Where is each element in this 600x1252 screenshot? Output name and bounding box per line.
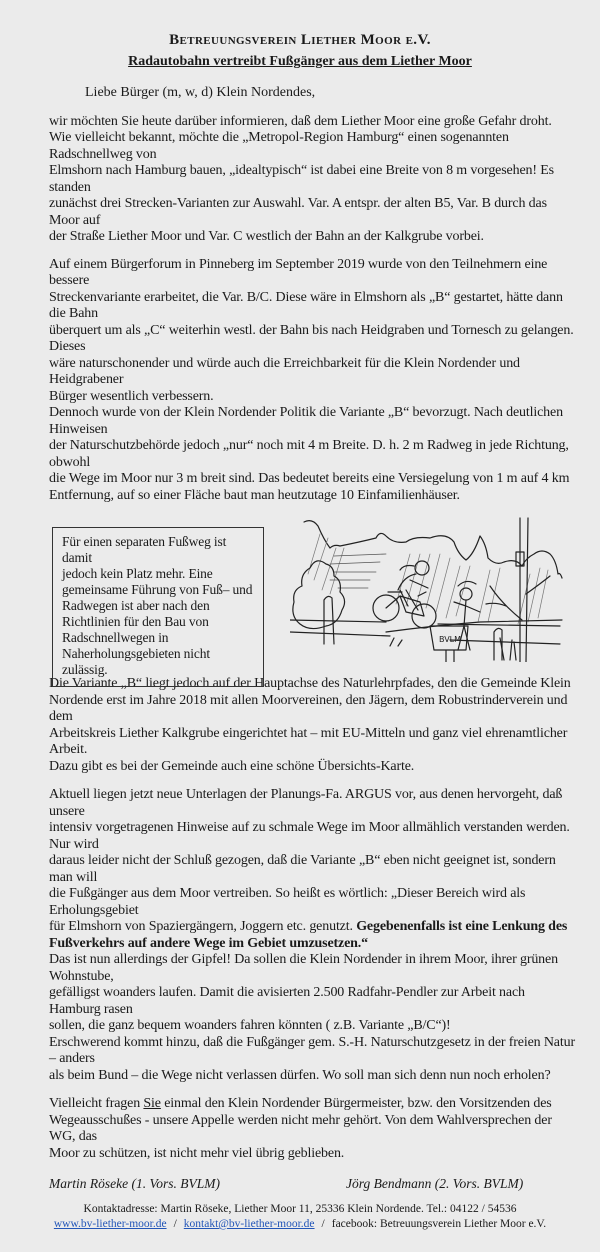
text-line: der Naturschutzbehörde jedoch „nur“ noch mit 4 m Breite. D. h. 2 m Radweg in jede Richtung, obwohl <box>49 438 569 470</box>
text-line: die Wege im Moor nur 3 m breit sind. Das bedeutet bereits eine Versiegelung von 1 m auf 4 km <box>49 471 570 486</box>
separator: / <box>173 1218 177 1230</box>
signature-right: Jörg Bendmann (2. Vors. BVLM) <box>346 1176 524 1191</box>
quote-text: für Elmshorn von Spaziergängern, Joggern etc. genutzt. <box>49 919 357 934</box>
headline-text: Radautobahn vertreibt Fußgänger aus dem Liether Moor <box>128 54 472 69</box>
text-line: Radwegen ist aber nach den <box>62 598 210 613</box>
email-link[interactable]: kontakt@bv-liether-moor.de <box>183 1218 315 1230</box>
text-fragment: einmal den Klein Nordender Bürgermeister, bzw. den Vorsitzenden des <box>160 1096 552 1111</box>
text-line: wäre naturschonender und würde auch die Erreichbarkeit für die Klein Nordender und Heidgrabener <box>49 355 520 387</box>
text-line: Nordende erst im Jahre 2018 mit allen Moorvereinen, den Jägern, dem Robustrinderverein und dem <box>49 692 568 724</box>
text-line <box>49 1096 578 1113</box>
text-line: Die Variante „B“ liegt jedoch auf der Hauptachse des Naturlehrpfades, den die Gemeinde Klein <box>49 676 571 691</box>
text-line: Radschnellwegen in <box>62 630 169 645</box>
text-line: überquert um als „C“ weiterhin westl. der Bahn bis nach Heidgraben und Tornesch zu gelangen. Dieses <box>49 322 574 354</box>
quote-emphasis: Fußverkehrs auf andere Wege im Gebiet umzusetzen.“ <box>49 935 369 951</box>
text-line <box>49 919 578 936</box>
figure-row <box>49 514 578 677</box>
quote-emphasis: Gegebenenfalls ist eine Lenkung des <box>356 919 568 934</box>
text-line: Wegeausschußes - unsere Appelle werden nicht mehr gehört. Von dem Wahlversprechen der WG, das <box>49 1112 552 1144</box>
text-line: jedoch kein Platz mehr. Eine <box>62 566 213 581</box>
rain-hatching <box>308 534 548 624</box>
contact-address: Kontaktadresse: Martin Röseke, Liether Moor 11, 25336 Klein Nordende. Tel.: 04122 / 54536 <box>83 1203 517 1215</box>
text-line: sollen, die ganz bequem woanders fahren könnten ( z.B. Variante „B/C“)! <box>49 1018 451 1033</box>
text-line: daraus leider nicht der Schluß gezogen, daß die Variante „B“ eben nicht geeignet ist, sondern man will <box>49 853 556 885</box>
separator: / <box>321 1218 325 1230</box>
treeline <box>304 521 562 578</box>
text-line: Erschwerend kommt hinzu, daß die Fußgänger gem. S.-H. Naturschutzgesetz in der freien Natur – anders <box>49 1034 575 1066</box>
utility-pole <box>520 518 528 662</box>
text-line: zunächst drei Strecken-Varianten zur Auswahl. Var. A entspr. der alten B5, Var. B durch das Moor auf <box>49 196 547 228</box>
text-line: Elmshorn nach Hamburg bauen, „idealtypisch“ ist dabei eine Breite von 8 m vorgesehen! Es standen <box>49 163 554 195</box>
text-line: als beim Bund – die Wege nicht verlassen dürfen. Wo soll man sich denn nun noch erholen? <box>49 1067 551 1083</box>
text-line: Wie vielleicht bekannt, möchte die „Metropol-Region Hamburg“ einen sogenannten Radschnellweg von <box>49 130 509 162</box>
text-line: die Fußgänger aus dem Moor vertreiben. So heißt es wörtlich: „Dieser Bereich wird als Erholungsgebiet <box>49 886 526 918</box>
emphasis-sie: Sie <box>143 1096 161 1111</box>
text-line: Streckenvariante erarbeitet, die Var. B/C. Diese wäre in Elmshorn als „B“ gestartet, hätte dann die Bahn <box>49 289 563 321</box>
signature-left: Martin Röseke (1. Vors. BVLM) <box>49 1176 220 1191</box>
text-line: Dennoch wurde von der Klein Nordender Politik die Variante „B“ bevorzugt. Nach deutlichen Hinweisen <box>49 405 563 437</box>
text-fragment: Vielleicht fragen <box>49 1096 144 1111</box>
info-box <box>52 527 264 687</box>
text-line: Auf einem Bürgerforum in Pinneberg im September 2019 wurde von den Teilnehmern eine bessere <box>49 256 548 288</box>
salutation: Liebe Bürger (m, w, d) Klein Nordendes, <box>85 85 316 100</box>
speed-lines <box>330 554 386 588</box>
paragraph-appeal <box>49 1096 578 1162</box>
text-line: der Straße Liether Moor und Var. C westlich der Bahn an der Kalkgrube vorbei. <box>49 229 484 244</box>
cyclist-hair <box>400 566 414 571</box>
bicycle-frame <box>386 592 426 616</box>
text-line: Naherholungsgebieten nicht zulässig. <box>62 646 210 677</box>
text-line: wir möchten Sie heute darüber informieren, daß dem Liether Moor eine große Gefahr droht. <box>49 113 552 129</box>
text-line: Entfernung, auf so einer Fläche baut man heutzutage 10 Einfamilienhäuser. <box>49 487 460 503</box>
facebook-text: facebook: Betreuungsverein Liether Moor e.V. <box>331 1218 547 1230</box>
contact-links <box>0 1217 600 1232</box>
text-line: Das ist nun allerdings der Gipfel! Da sollen die Klein Nordender in ihrem Moor, ihrer grünen Wohnstube, <box>49 952 558 984</box>
text-line: Bürger wesentlich verbessern. <box>49 388 214 404</box>
text-line: Arbeitskreis Liether Kalkgrube eingerichtet hat – mit EU-Mitteln und ganz viel ehrenamtlicher Arbeit. <box>49 725 568 757</box>
paragraph-buergerforum <box>49 257 578 505</box>
headline <box>0 53 600 71</box>
text-line: Dazu gibt es bei der Gemeinde auch eine schöne Übersichts-Karte. <box>49 758 415 774</box>
text-line: gemeinsame Führung von Fuß– und <box>62 582 253 597</box>
paragraph-intro <box>49 114 578 246</box>
organization-title: Betreuungsverein Liether Moor e.V. <box>169 32 431 48</box>
text-line: Richtlinien für den Bau von <box>62 614 209 629</box>
paragraph-naturlehrpfad <box>49 676 578 775</box>
walker-hat <box>458 581 476 586</box>
text-line: Für einen separaten Fußweg ist damit <box>62 534 227 565</box>
paragraph-argus <box>49 787 578 1084</box>
bare-branches <box>486 576 550 620</box>
signatures <box>49 1176 578 1194</box>
cyclist-head <box>415 561 429 575</box>
text-line <box>49 936 578 953</box>
text-line: intensiv vorgetragenen Hinweise auf zu schmale Wege im Moor allmählich verstanden werden. Nur wird <box>49 820 570 852</box>
text-line: gefälligst woanders laufen. Damit die avisierten 2.500 Radfahr-Pendler zur Arbeit nach Hamburg rasen <box>49 985 525 1017</box>
website-link[interactable]: www.bv-liether-moor.de <box>53 1218 167 1230</box>
text-line: Aktuell liegen jetzt neue Unterlagen der Planungs-Fa. ARGUS vor, aus denen hervorgeht, daß unsere <box>49 787 563 819</box>
sign-label: BVLM <box>438 635 462 644</box>
cartoon-illustration <box>290 514 572 662</box>
text-line: Moor zu schützen, ist nicht mehr viel übrig geblieben. <box>49 1145 345 1161</box>
